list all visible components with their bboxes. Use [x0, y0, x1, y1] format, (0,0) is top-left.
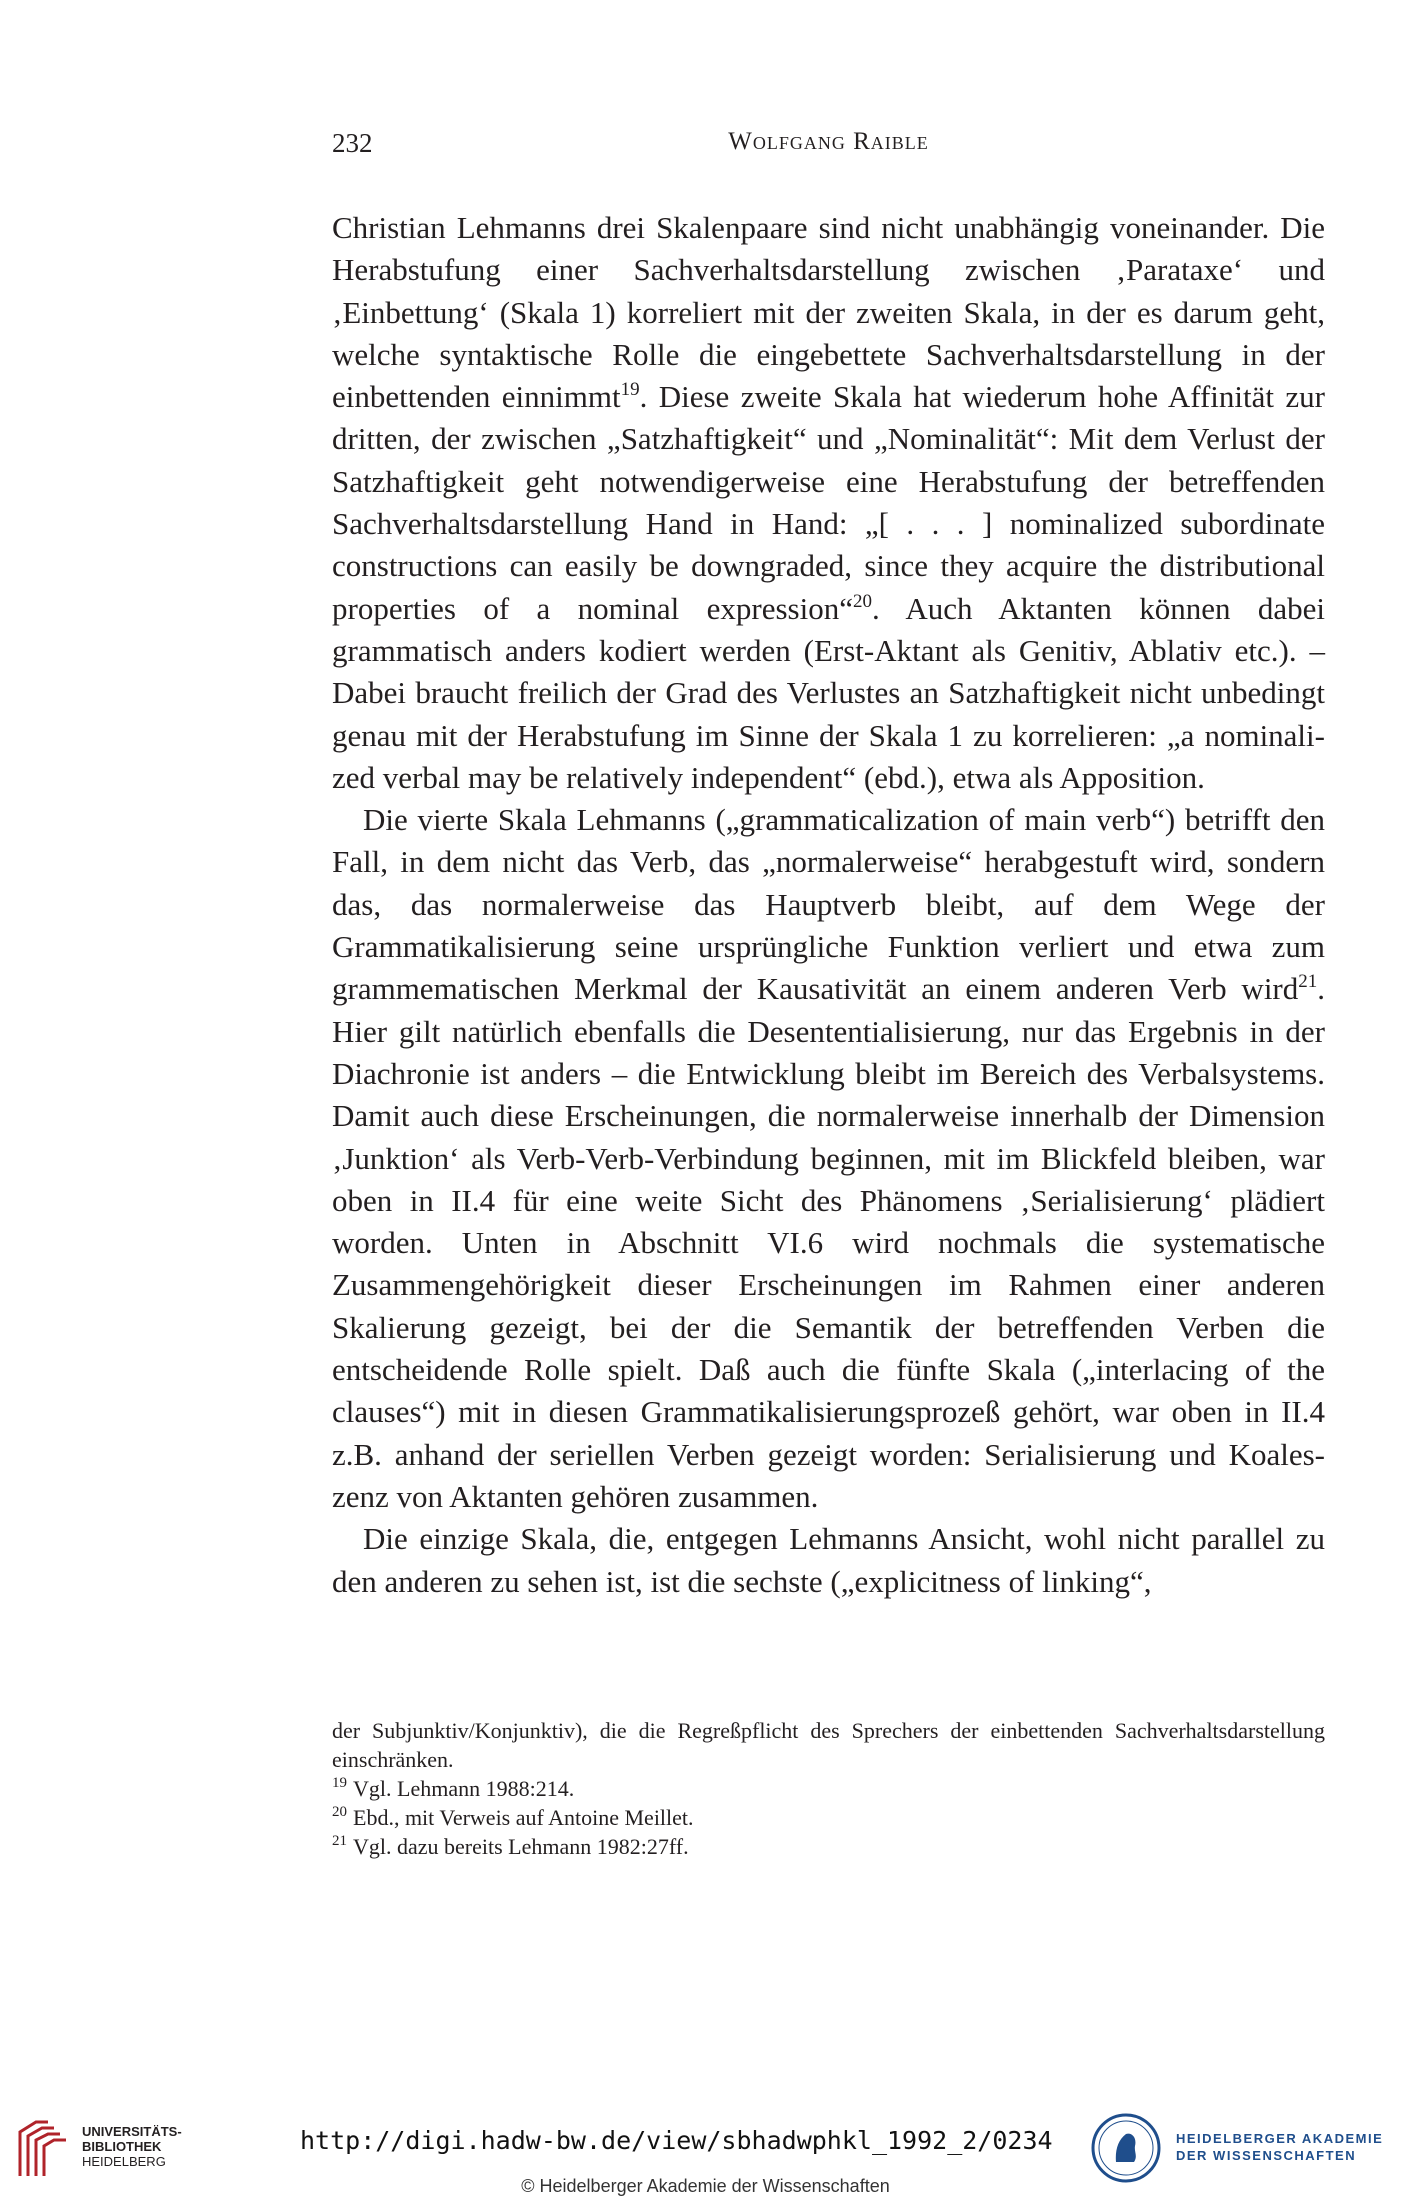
footnote-19	[332, 1774, 1325, 1803]
university-library-logo-icon	[14, 2118, 74, 2180]
page-number: 232	[332, 128, 373, 158]
page-header	[332, 128, 1325, 168]
paragraph-text: Die vierte Skala Lehmanns („grammaticalization of main verb“) betrifft den Fall, in dem nicht das Verb, das „normalerweise“ herabgestuft wird, sondern das, das normalerweise das Hauptverb bleibt, auf dem Wege der Grammatikalisierung seine ursprüngliche Funktion verliert und etwa zum grammematischen Merkmal der Kausativität an einem anderen Verb wird	[332, 802, 1325, 1007]
footnote-21	[332, 1832, 1325, 1861]
footnote-text: Ebd., mit Verweis auf Antoine Meillet.	[353, 1805, 694, 1830]
footnotes	[332, 1716, 1325, 1861]
paragraph-3: Die einzige Skala, die, entgegen Lehmanns Ansicht, wohl nicht parallel zu den anderen zu sehen ist, ist die sechste („explicitness of linking“,	[332, 1521, 1325, 1599]
footnote-number: 20	[332, 1804, 347, 1820]
paragraph-1	[332, 207, 1325, 799]
university-library-name: UNIVERSITÄTS- BIBLIOTHEK HEIDELBERG	[82, 2124, 182, 2169]
digitization-footer	[0, 2110, 1411, 2205]
paragraph-text: Christian Lehmanns drei Skalenpaare sind nicht unabhängig voneinander. Die Herabstufung einer Sachverhaltsdarstellung zwischen ‚Parataxe‘ und ‚Einbettung‘ (Skala 1) korreliert mit der zweiten Skala, in der es darum geht, welche syntaktische Rolle die eingebettete Sachverhaltsdarstellung in der einbettenden einnimmt	[332, 210, 1325, 415]
paragraph-2	[332, 799, 1325, 1518]
footnote-ref[interactable]: 19	[620, 379, 640, 401]
footnote-number: 21	[332, 1833, 347, 1849]
footnote-continuation: der Subjunktiv/Konjunktiv), die die Regreßpflicht des Sprechers der einbettenden Sachverhaltsdarstellung einschränken.	[332, 1718, 1325, 1772]
copyright-notice: © Heidelberger Akademie der Wissenschaften	[521, 2176, 890, 2196]
running-head: Wolfgang Raible	[728, 128, 929, 155]
academy-name: HEIDELBERGER AKADEMIE DER WISSENSCHAFTEN	[1176, 2131, 1384, 2163]
paragraph-text: . Diese zweite Skala hat wiederum hohe Affinität zur dritten, der zwischen „Satzhaftigkeit“ und „Nominalität“: Mit dem Verlust der Satzhaftigkeit geht notwendigerweise eine Herabstufung der betreffenden Sachverhaltsdarstellung Hand in Hand: „[ . . . ] nominalized subordinate constructions can easily be downgraded, since they acquire the distributional properties of a nominal expression“	[332, 379, 1325, 626]
academy-seal-icon	[1088, 2110, 1164, 2186]
permalink-url[interactable]: http://digi.hadw-bw.de/view/sbhadwphkl_1992_2/0234	[300, 2126, 1053, 2155]
main-text	[332, 207, 1325, 1603]
footnote-ref[interactable]: 20	[852, 590, 872, 612]
footnote-text: Vgl. Lehmann 1988:214.	[353, 1776, 575, 1801]
paragraph-text: . Auch Aktanten können dabei grammatisch anders kodiert werden (Erst-Aktant als Genitiv, Ablativ etc.). – Dabei braucht freilich der Grad des Verlustes an Satzhaftigkeit nicht unbedingt genau mit der Herabstufung im Sinne der Skala 1 zu korrelieren: „a nominalized verbal may be relatively independent“ (ebd.), etwa als Apposition.	[332, 590, 1325, 795]
paragraph-text: . Hier gilt natürlich ebenfalls die Desententialisierung, nur das Ergebnis in der Diachronie ist anders – die Entwicklung bleibt im Bereich des Verbalsystems. Damit auch diese Erscheinungen, die normalerweise innerhalb der Dimension ‚Junktion‘ als Verb-Verb-Verbindung beginnen, mit im Blickfeld bleiben, war oben in II.4 für eine weite Sicht des Phänomens ‚Serialisierung‘ plädiert worden. Unten in Abschnitt VI.6 wird nochmals die systematische Zusammengehörigkeit dieser Erscheinungen im Rahmen einer anderen Skalierung gezeigt, bei der die Semantik der betreffenden Verben die entscheidende Rolle spielt. Daß auch die fünfte Skala („interlacing of the clauses“) mit in diesen Grammatikalisierungsprozeß gehört, war oben in II.4 z.B. anhand der seriellen Verben gezeigt worden: Serialisierung und Koaleszenz von Aktanten gehören zusammen.	[332, 971, 1325, 1514]
footnote-number: 19	[332, 1775, 347, 1791]
footnote-ref[interactable]: 21	[1298, 971, 1318, 993]
footnote-20	[332, 1803, 1325, 1832]
footnote-text: Vgl. dazu bereits Lehmann 1982:27ff.	[353, 1834, 689, 1859]
